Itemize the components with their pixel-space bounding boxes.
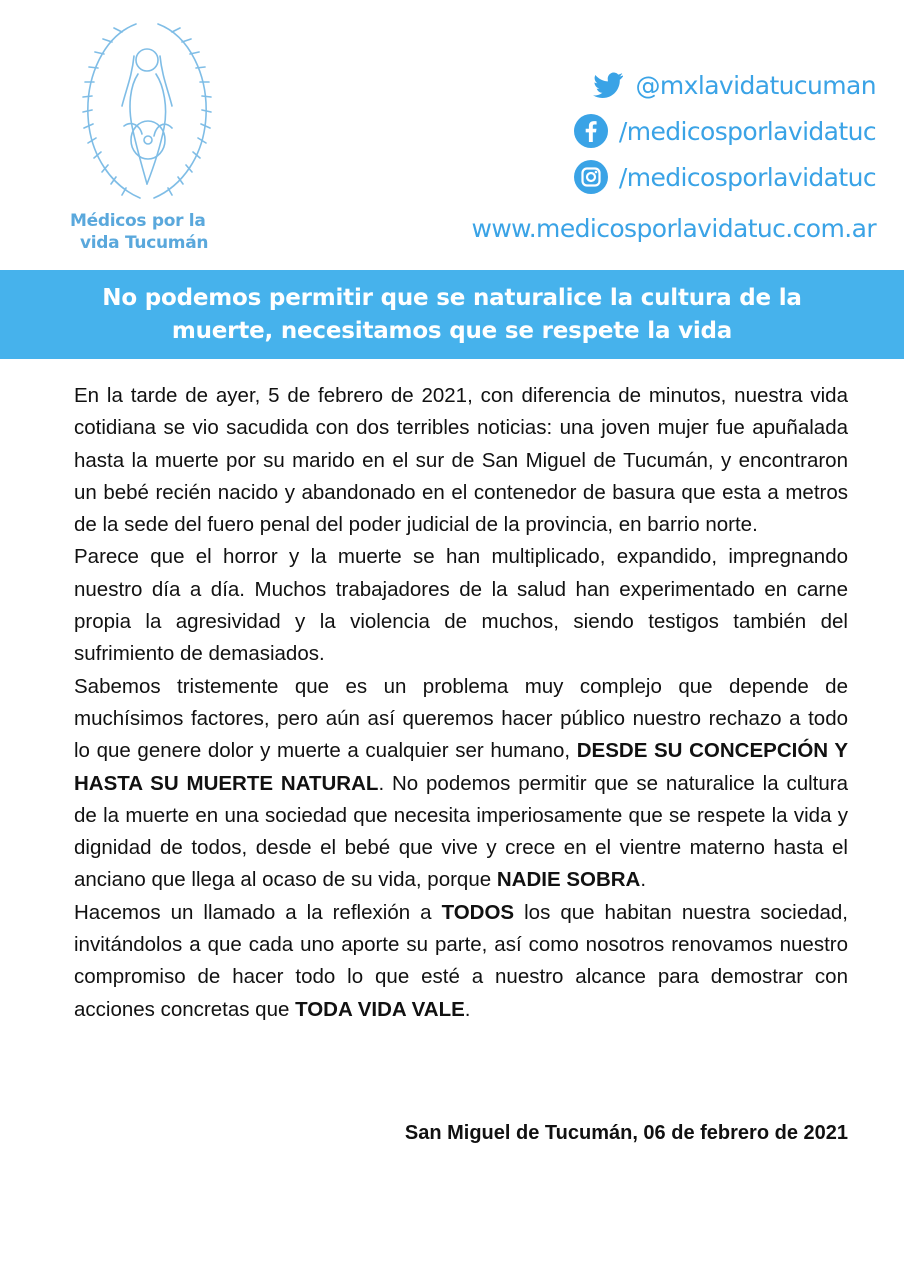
- social-facebook[interactable]: [416, 108, 876, 154]
- social-links: [416, 62, 876, 200]
- paragraph-2: Parece que el horror y la muerte se han multiplicado, expandido, impregnando nuestro día a día. Muchos trabajadores de la salud han experimentado en carne propia la agresividad y la violencia de muchos, siendo testigos también del sufrimiento de demasiados.: [74, 545, 848, 666]
- organization-name: [70, 210, 240, 254]
- emphasis-todos: TODOS: [441, 900, 515, 924]
- place-and-date: San Miguel de Tucumán, 06 de febrero de 2021: [404, 1122, 848, 1144]
- twitter-handle: @mxlavidatucuman: [635, 70, 876, 100]
- paragraph-3-text-a: Sabemos tristemente que es un problema muy complejo que depende de muchísimos factores, pero aún así queremos hacer público nuestro rechazo a todo lo que genere dolor y muerte a cualquier ser humano,: [74, 674, 848, 763]
- paragraph-4-text-a: Hacemos un llamado a la reflexión a: [74, 900, 442, 924]
- twitter-icon: [590, 67, 626, 103]
- emphasis-nadie-sobra: NADIE SOBRA: [496, 868, 641, 892]
- paragraph-4-text-c: los que habitan nuestra sociedad, invitándolos a que cada uno aporte su parte, así como nosotros renovamos nuestro compromiso de hacer todo lo que esté a nuestro alcance para demostrar con acciones concretas que: [74, 900, 848, 1021]
- organization-name-line2: vida Tucumán: [80, 233, 209, 253]
- paragraph-3-text-e: .: [640, 868, 647, 892]
- website-link[interactable]: www.medicosporlavidatuc.com.ar: [471, 214, 876, 243]
- emphasis-concepcion: DESDE SU CONCEPCIÓN Y HASTA SU MUERTE NATURAL: [74, 739, 848, 795]
- banner-title: No podemos permitir que se naturalice la cultura de la muerte, necesitamos que se respete la vida: [102, 284, 802, 344]
- organization-name-line1: Médicos por la: [70, 211, 206, 231]
- instagram-icon: [573, 159, 609, 195]
- paragraph-4: [74, 897, 848, 1026]
- facebook-icon: [573, 113, 609, 149]
- paragraph-1: En la tarde de ayer, 5 de febrero de 2021, con diferencia de minutos, nuestra vida cotidiana se vio sacudida con dos terribles noticias: una joven mujer fue apuñalada hasta la muerte por su marido en el sur de San Miguel de Tucumán, y encontraron un bebé recién nacido y abandonado en el contenedor de basura que esta a metros de la sede del fuero penal del poder judicial de la provincia, en barrio norte.: [74, 384, 848, 537]
- paragraph-3-text-c: . No podemos permitir que se naturalice la cultura de la muerte en una sociedad que necesita imperiosamente que se respete la vida y dignidad de todos, desde el bebé que vive y crece en el vientre materno hasta el anciano que llega al ocaso de su vida, porque: [74, 771, 848, 892]
- logo-emblem-icon: [76, 16, 218, 208]
- title-banner: [0, 270, 904, 359]
- social-twitter[interactable]: [416, 62, 876, 108]
- emphasis-toda-vida-vale: TODA VIDA VALE: [295, 997, 465, 1021]
- paragraph-4-text-e: .: [464, 997, 471, 1021]
- statement-body: [74, 380, 848, 1026]
- social-instagram[interactable]: [416, 154, 876, 200]
- facebook-handle: /medicosporlavidatuc: [618, 116, 876, 146]
- instagram-handle: /medicosporlavidatuc: [618, 162, 876, 192]
- letterhead: [0, 0, 904, 270]
- paragraph-3: [74, 671, 848, 897]
